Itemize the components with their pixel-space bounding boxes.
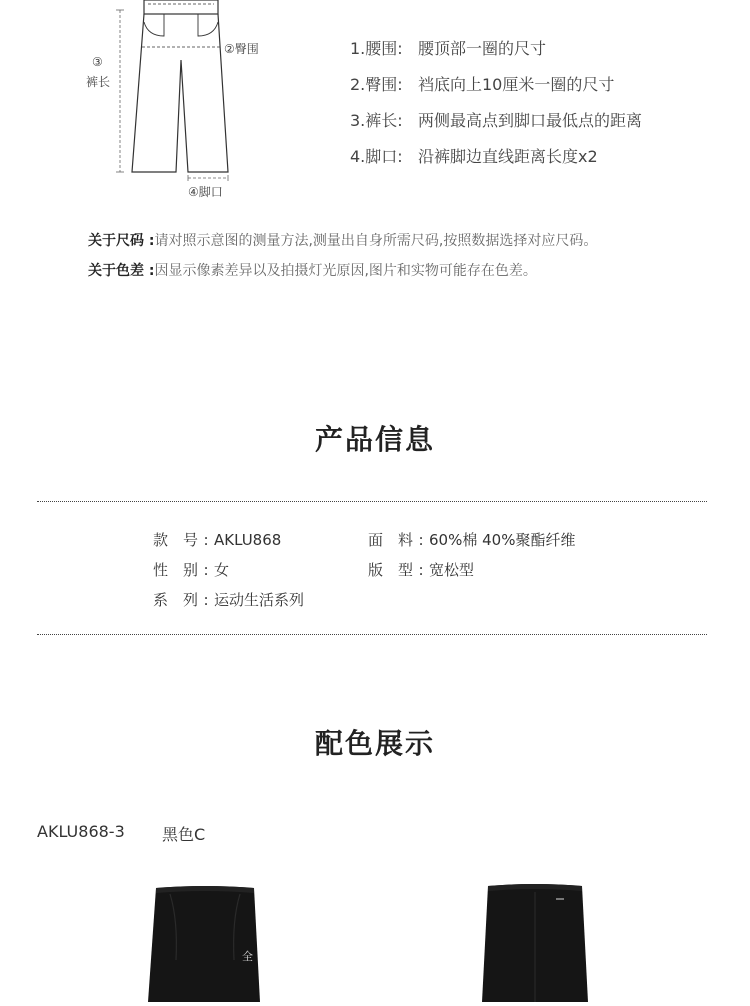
pants-outline-icon bbox=[80, 0, 280, 205]
pants-front-icon bbox=[140, 880, 270, 1002]
product-info-title: 产品信息 bbox=[314, 423, 435, 456]
size-note bbox=[88, 230, 597, 250]
spec-style-number: 款号 : AKLU868 bbox=[153, 531, 282, 549]
color-name: 黑色C bbox=[162, 825, 206, 844]
product-image-back[interactable] bbox=[470, 880, 600, 1002]
divider-top bbox=[37, 501, 707, 502]
measurement-item-hip: 2.臀围: 裆底向上10厘米一圈的尺寸 bbox=[350, 75, 615, 94]
pants-back-icon bbox=[470, 880, 600, 1002]
spec-fit: 版型 : 宽松型 bbox=[368, 561, 475, 579]
divider-bottom bbox=[37, 634, 707, 635]
color-sku: AKLU868-3 bbox=[37, 822, 125, 841]
measurement-item-waist: 1.腰围: 腰顶部一圈的尺寸 bbox=[350, 39, 547, 58]
product-image-front[interactable] bbox=[140, 880, 270, 1002]
spec-gender: 性别 : 女 bbox=[153, 561, 230, 579]
length-number-label: ③ bbox=[92, 55, 103, 69]
hip-label: ②臀围 bbox=[224, 42, 259, 56]
measurement-item-length: 3.裤长: 两侧最高点到脚口最低点的距离 bbox=[350, 111, 643, 130]
colors-title: 配色展示 bbox=[314, 727, 435, 760]
spec-series: 系列 : 运动生活系列 bbox=[153, 591, 305, 609]
size-note-label: 关于尺码 : bbox=[88, 233, 155, 249]
spec-fabric: 面料 : 60%棉 40%聚酯纤维 bbox=[368, 531, 576, 549]
color-note-label: 关于色差 : bbox=[88, 263, 155, 279]
size-diagram bbox=[80, 0, 280, 205]
length-label: 裤长 bbox=[86, 75, 111, 89]
color-note bbox=[88, 260, 537, 280]
brand-logo-icon: 全 bbox=[242, 950, 253, 963]
color-note-text: 因显示像素差异以及拍摄灯光原因,图片和实物可能存在色差。 bbox=[154, 263, 537, 279]
hem-label: ④脚口 bbox=[188, 185, 223, 199]
measurement-item-hem: 4.脚口: 沿裤脚边直线距离长度x2 bbox=[350, 147, 598, 166]
size-note-text: 请对照示意图的测量方法,测量出自身所需尺码,按照数据选择对应尺码。 bbox=[154, 233, 598, 249]
